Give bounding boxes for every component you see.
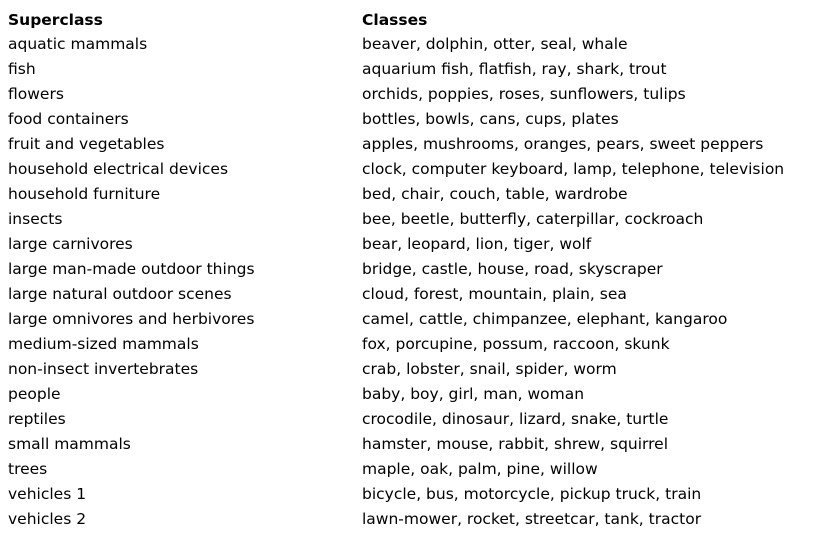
header-superclass: Superclass	[8, 11, 103, 29]
superclass-cell: household furniture	[8, 185, 161, 203]
header-classes: Classes	[362, 11, 428, 29]
classes-cell: orchids, poppies, roses, sunflowers, tulips	[362, 85, 686, 103]
table-row	[8, 232, 812, 257]
table-row	[8, 32, 812, 57]
table-row	[8, 257, 812, 282]
superclass-cell: large natural outdoor scenes	[8, 285, 232, 303]
classes-cell: hamster, mouse, rabbit, shrew, squirrel	[362, 435, 669, 453]
classes-cell: cloud, forest, mountain, plain, sea	[362, 285, 627, 303]
table-row	[8, 82, 812, 107]
superclass-cell: medium-sized mammals	[8, 335, 199, 353]
table-row	[8, 207, 812, 232]
classes-cell: bed, chair, couch, table, wardrobe	[362, 185, 628, 203]
table-row	[8, 332, 812, 357]
table-row	[8, 457, 812, 482]
classes-cell: crocodile, dinosaur, lizard, snake, turtle	[362, 410, 669, 428]
superclass-cell: household electrical devices	[8, 160, 229, 178]
table-row	[8, 307, 812, 332]
classes-cell: clock, computer keyboard, lamp, telephone, television	[362, 160, 785, 178]
superclass-cell: non-insect invertebrates	[8, 360, 199, 378]
classes-cell: fox, porcupine, possum, raccoon, skunk	[362, 335, 670, 353]
superclass-cell: fruit and vegetables	[8, 135, 165, 153]
table-row	[8, 282, 812, 307]
superclass-cell: food containers	[8, 110, 129, 128]
superclass-cell: large carnivores	[8, 235, 133, 253]
classes-cell: bottles, bowls, cans, cups, plates	[362, 110, 619, 128]
classes-cell: lawn-mower, rocket, streetcar, tank, tractor	[362, 510, 702, 528]
superclass-cell: large omnivores and herbivores	[8, 310, 255, 328]
superclass-table	[8, 8, 812, 532]
classes-cell: bicycle, bus, motorcycle, pickup truck, train	[362, 485, 702, 503]
superclass-cell: fish	[8, 60, 36, 78]
classes-cell: bear, leopard, lion, tiger, wolf	[362, 235, 592, 253]
table-row	[8, 407, 812, 432]
table-row	[8, 57, 812, 82]
superclass-table-container	[8, 8, 812, 532]
superclass-cell: small mammals	[8, 435, 131, 453]
superclass-cell: insects	[8, 210, 63, 228]
superclass-cell: trees	[8, 460, 48, 478]
table-header	[8, 8, 812, 32]
table-row	[8, 132, 812, 157]
table-row	[8, 182, 812, 207]
table-row	[8, 382, 812, 407]
header-row	[8, 8, 812, 32]
table-row	[8, 432, 812, 457]
classes-cell: bee, beetle, butterfly, caterpillar, cockroach	[362, 210, 704, 228]
table-row	[8, 482, 812, 507]
classes-cell: beaver, dolphin, otter, seal, whale	[362, 35, 628, 53]
superclass-cell: flowers	[8, 85, 64, 103]
classes-cell: aquarium fish, flatfish, ray, shark, trout	[362, 60, 667, 78]
classes-cell: crab, lobster, snail, spider, worm	[362, 360, 617, 378]
table-row	[8, 357, 812, 382]
classes-cell: baby, boy, girl, man, woman	[362, 385, 585, 403]
superclass-cell: reptiles	[8, 410, 66, 428]
table-row	[8, 507, 812, 532]
classes-cell: camel, cattle, chimpanzee, elephant, kangaroo	[362, 310, 728, 328]
classes-cell: bridge, castle, house, road, skyscraper	[362, 260, 663, 278]
superclass-cell: people	[8, 385, 61, 403]
classes-cell: maple, oak, palm, pine, willow	[362, 460, 598, 478]
superclass-cell: vehicles 1	[8, 485, 87, 503]
superclass-cell: aquatic mammals	[8, 35, 148, 53]
table-row	[8, 107, 812, 132]
classes-cell: apples, mushrooms, oranges, pears, sweet peppers	[362, 135, 764, 153]
superclass-cell: large man-made outdoor things	[8, 260, 255, 278]
superclass-cell: vehicles 2	[8, 510, 87, 528]
table-row	[8, 157, 812, 182]
table-body	[8, 32, 812, 532]
